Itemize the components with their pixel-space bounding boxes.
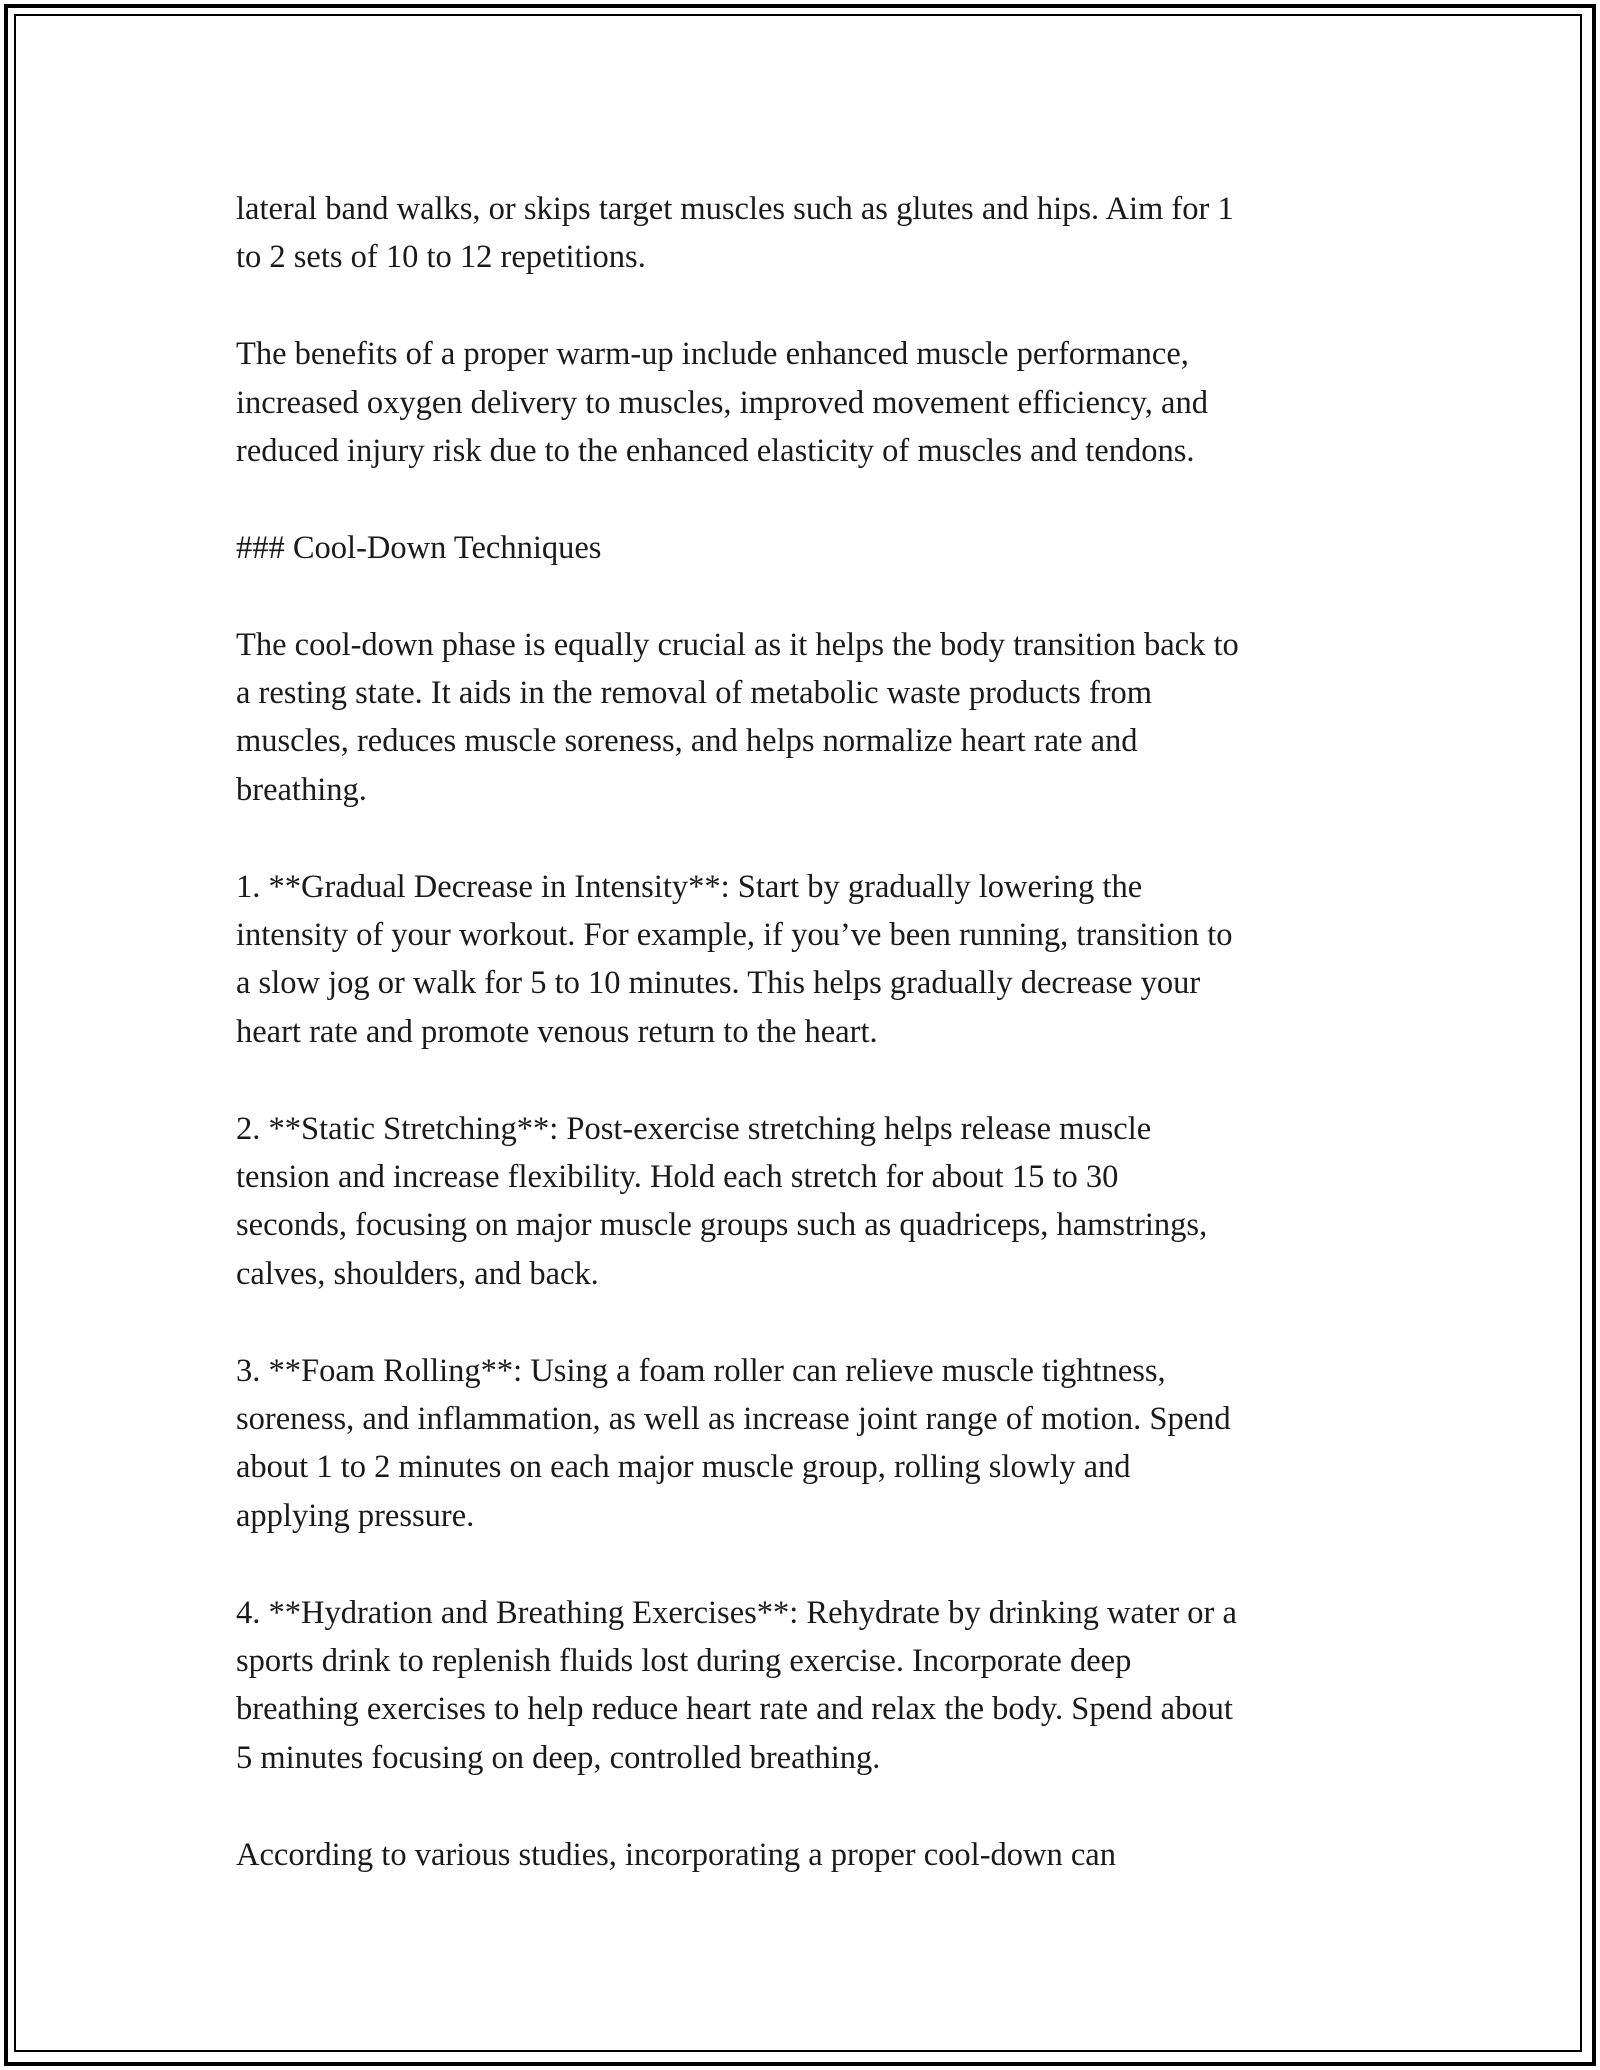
paragraph-warmup-benefits: The benefits of a proper warm-up include enhanced muscle performance, increased oxygen delivery to muscles, improved movement efficiency, and reduced injury risk due to the enhanced elasticity of muscles and tendons. bbox=[236, 336, 1208, 470]
paragraph-studies: According to various studies, incorporating a proper cool-down can bbox=[236, 1836, 1116, 1873]
list-item-foam-rolling: 3. **Foam Rolling**: Using a foam roller can relieve muscle tightness, soreness, and inflammation, as well as increase joint range of motion. Spend about 1 to 2 minutes on each major muscle group, rolling slowly and applying pressure. bbox=[236, 1352, 1231, 1534]
list-item-hydration-breathing: 4. **Hydration and Breathing Exercises**: Rehydrate by drinking water or a sports drink to replenish fluids lost during exercise. Incorporate deep breathing exercises to help reduce heart rate and relax the body. Spend about 5 minutes focusing on deep, controlled breathing. bbox=[236, 1594, 1237, 1776]
list-item-static-stretching: 2. **Static Stretching**: Post-exercise stretching helps release muscle tension and increase flexibility. Hold each stretch for about 15 to 30 seconds, focusing on major muscle groups such as quadriceps, hamstrings, calves, shoulders, and back. bbox=[236, 1110, 1208, 1292]
document-body bbox=[236, 185, 1376, 1879]
paragraph-cool-down-intro: The cool-down phase is equally crucial as it helps the body transition back to a resting state. It aids in the removal of metabolic waste products from muscles, reduces muscle soreness, and helps normalize heart rate and breathing. bbox=[236, 626, 1239, 808]
section-heading-cool-down: ### Cool-Down Techniques bbox=[236, 529, 602, 566]
paragraph-warmup-continuation: lateral band walks, or skips target muscles such as glutes and hips. Aim for 1 to 2 sets of 10 to 12 repetitions. bbox=[236, 191, 1234, 276]
list-item-gradual-decrease: 1. **Gradual Decrease in Intensity**: Start by gradually lowering the intensity of your workout. For example, if you’ve been running, transition to a slow jog or walk for 5 to 10 minutes. This helps gradually decrease your heart rate and promote venous return to the heart. bbox=[236, 868, 1233, 1050]
